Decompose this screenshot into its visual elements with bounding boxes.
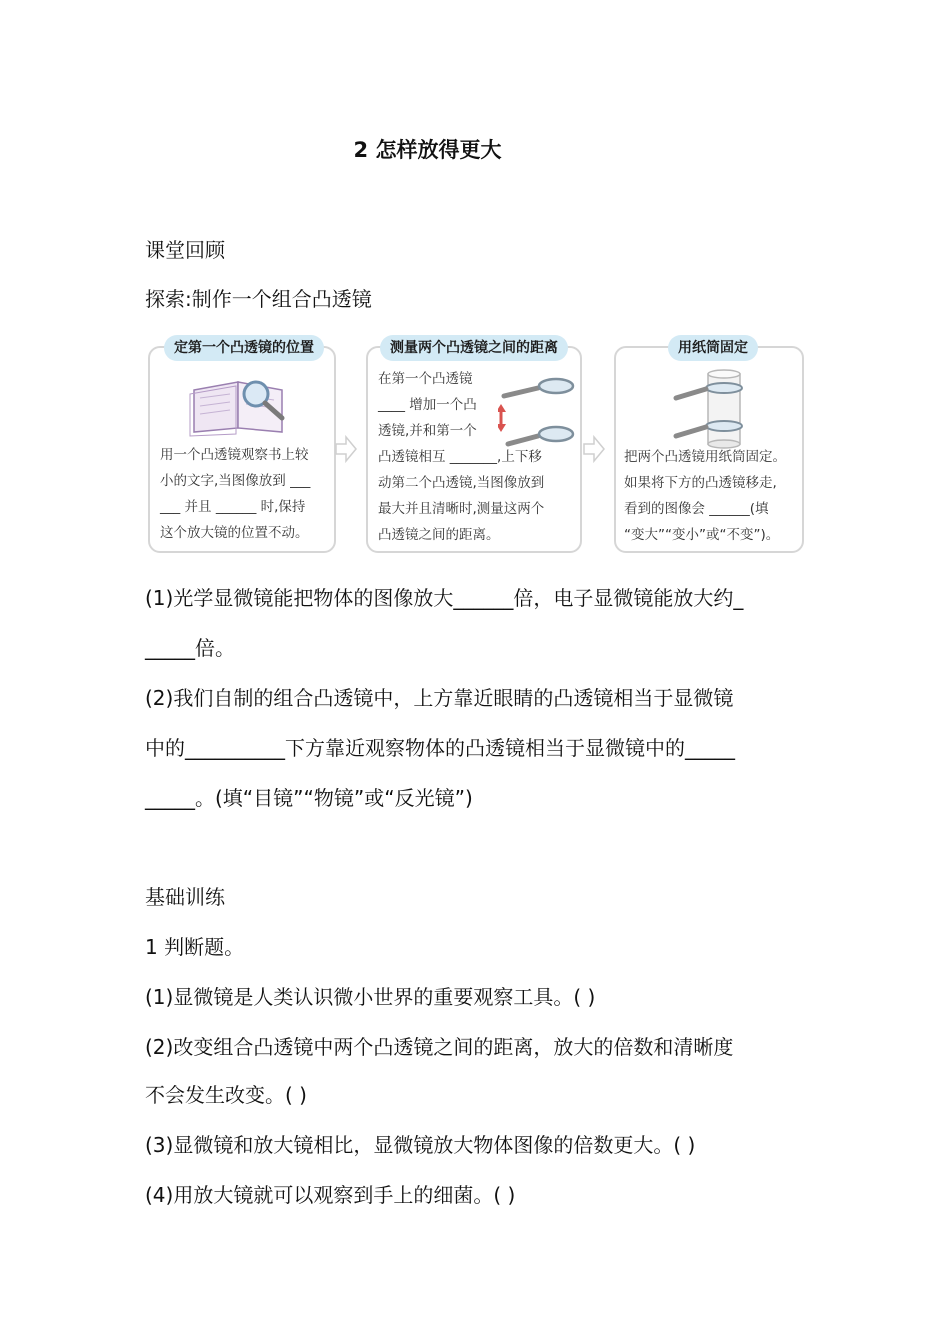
- panel3-tag: 用纸筒固定: [668, 335, 758, 361]
- judge-item-4: (4)用放大镜就可以观察到手上的细菌。( ): [145, 1183, 516, 1207]
- panel3-line-1: 把两个凸透镜用纸筒固定。: [624, 449, 786, 465]
- lens-figure: [148, 330, 808, 555]
- panel-paper-tube: [614, 346, 804, 553]
- explore-heading: 探索:制作一个组合凸透镜: [145, 287, 372, 311]
- panel2-line-1: 在第一个凸透镜: [378, 371, 473, 387]
- panel2-line-7: 凸透镜之间的距离。: [378, 527, 500, 543]
- page-title: 2 怎样放得更大: [353, 138, 502, 162]
- book-magnifier-icon: [186, 370, 296, 440]
- judge-item-3: (3)显微镜和放大镜相比，显微镜放大物体图像的倍数更大。( ): [145, 1133, 696, 1157]
- panel1-line-3: ___ 并且 ______ 时,保持: [160, 499, 306, 515]
- question-1-line-1: (1)光学显微镜能把物体的图像放大______倍，电子显微镜能放大约_: [145, 586, 744, 610]
- panel3-line-3: 看到的图像会 ______(填: [624, 501, 769, 517]
- panel2-tag: 测量两个凸透镜之间的距离: [380, 335, 568, 361]
- panel2-line-5: 动第二个凸透镜,当图像放到: [378, 475, 545, 491]
- panel1-line-1: 用一个凸透镜观察书上较: [160, 447, 309, 463]
- judge-item-2-cont: 不会发生改变。( ): [145, 1083, 307, 1107]
- arrow-right-icon: [582, 434, 606, 464]
- panel3-line-4: “变大”“变小”或“不变”)。: [624, 527, 780, 543]
- panel-position-first-lens: [148, 346, 336, 553]
- question-2-line-3: _____。(填“目镜”“物镜”或“反光镜”): [145, 786, 473, 810]
- question-1-line-2: _____倍。: [145, 636, 235, 660]
- judge-item-2: (2)改变组合凸透镜中两个凸透镜之间的距离，放大的倍数和清晰度: [145, 1035, 734, 1059]
- arrow-right-icon: [334, 434, 358, 464]
- panel3-line-2: 如果将下方的凸透镜移走,: [624, 475, 777, 491]
- paper-tube-lenses-icon: [672, 364, 772, 454]
- panel2-line-4: 凸透镜相互 _______,上下移: [378, 449, 542, 465]
- panel1-line-4: 这个放大镜的位置不动。: [160, 525, 309, 541]
- two-lenses-icon: [498, 366, 578, 456]
- section-heading-review: 课堂回顾: [145, 238, 225, 262]
- panel-measure-distance: [366, 346, 582, 553]
- question-2-line-1: (2)我们自制的组合凸透镜中，上方靠近眼睛的凸透镜相当于显微镜: [145, 686, 734, 710]
- panel2-line-3: 透镜,并和第一个: [378, 423, 477, 439]
- panel2-line-6: 最大并且清晰时,测量这两个: [378, 501, 545, 517]
- question-2-line-2: 中的__________下方靠近观察物体的凸透镜相当于显微镜中的_____: [145, 736, 735, 760]
- judge-item-1: (1)显微镜是人类认识微小世界的重要观察工具。( ): [145, 985, 596, 1009]
- section-heading-basic-training: 基础训练: [145, 885, 225, 909]
- panel1-tag: 定第一个凸透镜的位置: [164, 335, 324, 361]
- judge-title: 1 判断题。: [145, 935, 245, 959]
- panel2-line-2: ____ 增加一个凸: [378, 397, 477, 413]
- panel1-line-2: 小的文字,当图像放到 ___: [160, 473, 311, 489]
